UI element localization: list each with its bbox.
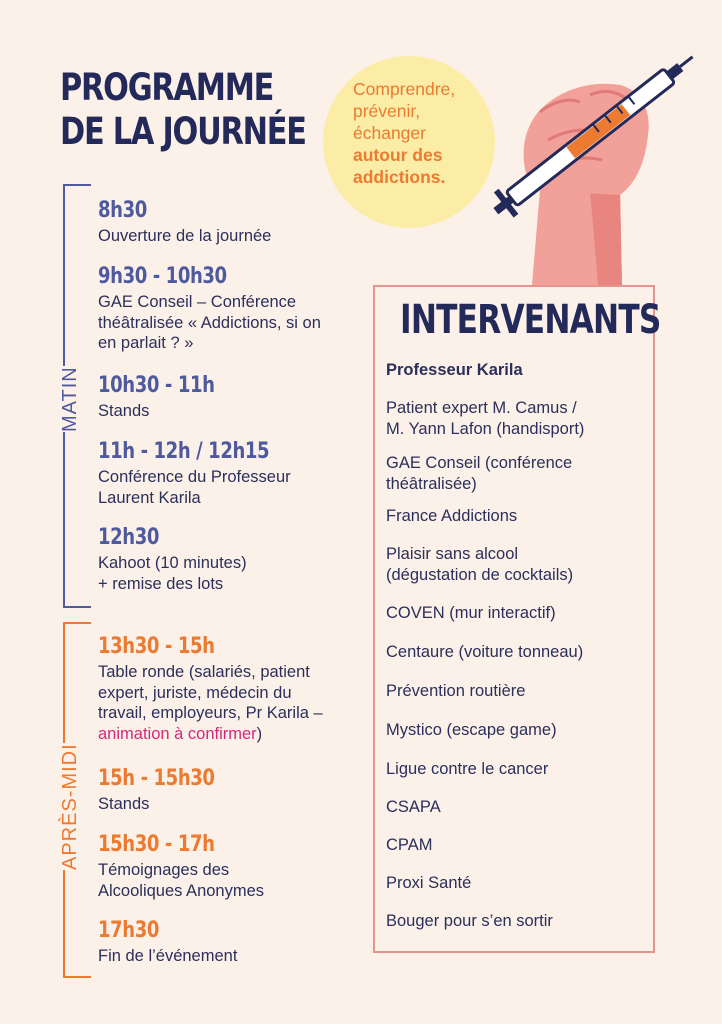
description: Ouverture de la journée [98,227,272,245]
description: Kahoot (10 minutes) + remise des lots [98,554,247,593]
speaker-item: Proxi Santé [386,874,472,892]
speaker-item: Patient expert M. Camus / M. Yann Lafon (handisport) [386,399,585,438]
speaker-item: Prévention routière [386,682,526,700]
morning-label: MATIN [53,366,88,432]
schedule-item [98,832,368,901]
description: Fin de l’événement [98,947,238,965]
speaker-item: CSAPA [386,798,441,816]
speaker-item: CPAM [386,836,433,854]
speaker-item: Bouger pour s’en sortir [386,912,553,930]
schedule-item [98,198,368,247]
time-label: 15h - 15h30 [98,766,215,791]
tagline-line-3: échanger [353,123,426,143]
speakers-title: INTERVENANTS [400,297,661,343]
speaker-item: Centaure (voiture tonneau) [386,643,584,661]
schedule-item [98,525,368,594]
afternoon-label: APRÈS-MIDI [53,743,88,870]
description: Témoignages des Alcooliques Anonymes [98,861,265,900]
time-label: 17h30 [98,918,160,943]
speaker-item: Mystico (escape game) [386,721,557,739]
time-label: 15h30 - 17h [98,832,215,857]
time-label: 13h30 - 15h [98,634,215,659]
description: Table ronde (salariés, patient expert, juriste, médecin du travail, employeurs, Pr Karila – animation à confirmer) [98,663,323,743]
speaker-item: Plaisir sans alcool (dégustation de cocktails) [386,545,574,584]
time-label: 11h - 12h / 12h15 [98,439,270,464]
speaker-item: GAE Conseil (conférence théâtralisée) [386,454,573,493]
speaker-item: France Addictions [386,507,518,525]
schedule-item [98,439,368,508]
time-label: 9h30 - 10h30 [98,264,227,289]
tagline [353,78,455,188]
description: Conférence du Professeur Laurent Karila [98,468,291,507]
tagline-line-2: prévenir, [353,101,421,121]
pending-note: animation à confirmer [98,724,257,743]
speaker-item: Ligue contre le cancer [386,760,549,778]
schedule-item [98,634,368,744]
page-title [60,66,306,154]
description: Stands [98,402,150,420]
title-line-2: DE LA JOURNÉE [60,110,306,153]
time-label: 8h30 [98,198,147,223]
description: GAE Conseil – Conférence théâtralisée « Addictions, si on en parlait ? » [98,293,321,352]
description: Stands [98,795,150,813]
speaker-item: Professeur Karila [386,361,523,379]
fist-syringe-icon [470,40,720,290]
tagline-line-4: autour des [353,145,443,165]
title-line-1: PROGRAMME [60,66,274,109]
time-label: 10h30 - 11h [98,373,215,398]
tagline-line-1: Comprendre, [353,79,456,99]
tagline-line-5: addictions. [353,167,446,187]
time-label: 12h30 [98,525,160,550]
schedule-item [98,766,368,815]
schedule-item [98,918,368,967]
schedule-item [98,264,368,354]
schedule-item [98,373,368,422]
speaker-item: COVEN (mur interactif) [386,604,556,622]
